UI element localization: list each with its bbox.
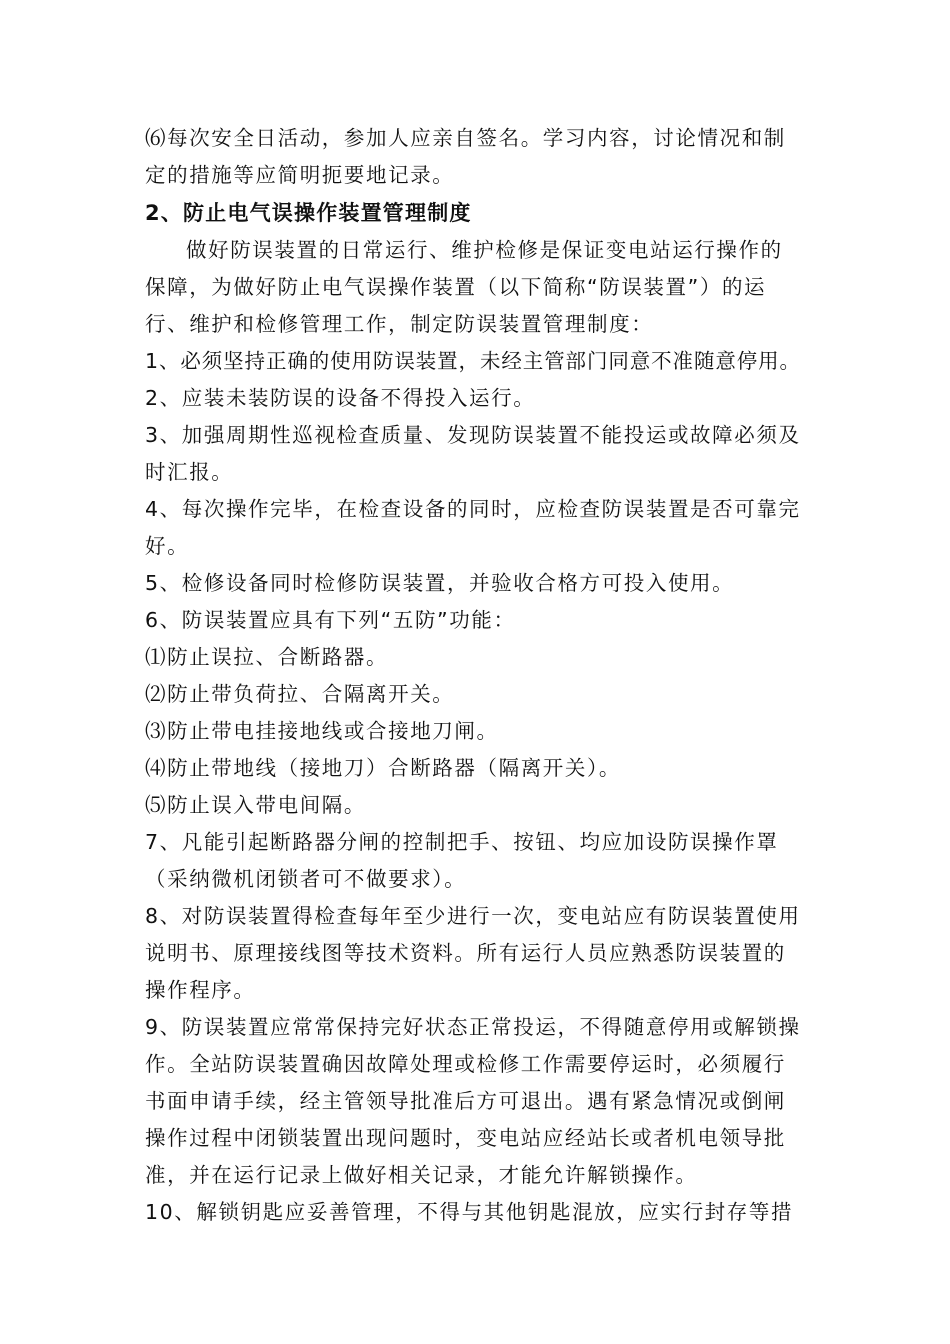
list-item-6: 6、防误装置应具有下列“五防”功能： xyxy=(145,608,516,632)
list-item-9-cont: 操作过程中闭锁装置出现问题时，变电站应经站长或者机电领导批 xyxy=(145,1126,786,1150)
list-item-4: 4、每次操作完毕，在检查设备的同时，应检查防误装置是否可靠完 xyxy=(145,497,801,521)
intro-line: 做好防误装置的日常运行、维护检修是保证变电站运行操作的 xyxy=(186,238,783,262)
list-item-3-cont: 时汇报。 xyxy=(145,460,234,484)
document-body xyxy=(145,120,820,1231)
sub-item-3: ⑶防止带电挂接地线或合接地刀闸。 xyxy=(145,719,499,743)
intro-line: 保障，为做好防止电气误操作装置（以下简称“防误装置”）的运 xyxy=(145,275,767,299)
list-item-1: 1、必须坚持正确的使用防误装置，未经主管部门同意不准随意停用。 xyxy=(145,349,801,373)
list-item-9-cont: 作。全站防误装置确因故障处理或检修工作需要停运时，必须履行 xyxy=(145,1052,786,1076)
list-item-8-cont: 操作程序。 xyxy=(145,978,256,1002)
paragraph-line: ⑹每次安全日活动，参加人应亲自签名。学习内容，讨论情况和制 xyxy=(145,126,786,150)
list-item-9: 9、防误装置应常常保持完好状态正常投运，不得随意停用或解锁操 xyxy=(145,1015,801,1039)
list-item-10: 10、解锁钥匙应妥善管理，不得与其他钥匙混放，应实行封存等措 xyxy=(145,1200,794,1224)
list-item-8-cont: 说明书、原理接线图等技术资料。所有运行人员应熟悉防误装置的 xyxy=(145,941,786,965)
list-item-4-cont: 好。 xyxy=(145,534,190,558)
sub-item-4: ⑷防止带地线（接地刀）合断路器（隔离开关）。 xyxy=(145,756,621,780)
list-item-5: 5、检修设备同时检修防误装置，并验收合格方可投入使用。 xyxy=(145,571,735,595)
list-item-3: 3、加强周期性巡视检查质量、发现防误装置不能投运或故障必须及 xyxy=(145,423,801,447)
sub-item-5: ⑸防止误入带电间隔。 xyxy=(145,793,366,817)
list-item-7: 7、凡能引起断路器分闸的控制把手、按钮、均应加设防误操作罩 xyxy=(145,830,779,854)
list-item-9-cont: 准，并在运行记录上做好相关记录，才能允许解锁操作。 xyxy=(145,1163,698,1187)
paragraph-line: 定的措施等应简明扼要地记录。 xyxy=(145,163,455,187)
list-item-7-cont: （采纳微机闭锁者可不做要求）。 xyxy=(145,867,467,891)
list-item-9-cont: 书面申请手续，经主管领导批准后方可退出。遇有紧急情况或倒闸 xyxy=(145,1089,786,1113)
intro-line: 行、维护和检修管理工作，制定防误装置管理制度： xyxy=(145,312,654,336)
section-heading: 2、防止电气误操作装置管理制度 xyxy=(145,201,472,225)
sub-item-2: ⑵防止带负荷拉、合隔离开关。 xyxy=(145,682,455,706)
list-item-2: 2、应装未装防误的设备不得投入运行。 xyxy=(145,386,536,410)
list-item-8: 8、对防误装置得检查每年至少进行一次，变电站应有防误装置使用 xyxy=(145,904,801,928)
sub-item-1: ⑴防止误拉、合断路器。 xyxy=(145,645,389,669)
